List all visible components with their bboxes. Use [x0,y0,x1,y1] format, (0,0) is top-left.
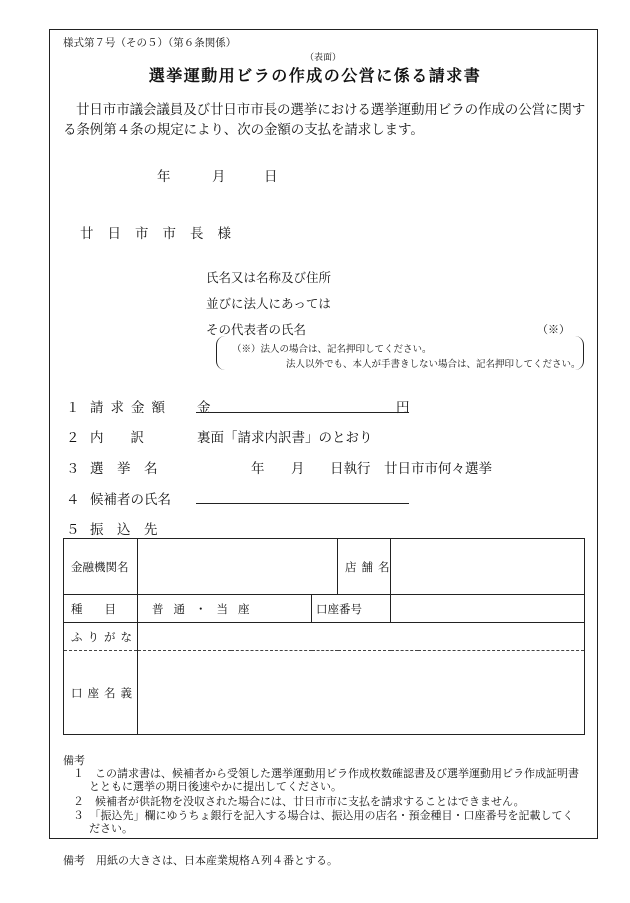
furigana-label: ふりがな [64,623,138,651]
side-label: （表面） [305,53,342,63]
election-year[interactable]: 年 [251,461,265,477]
applicant-line2: 並びに法人にあっては [206,296,331,311]
seal-note-1: （※）法人の場合は、記名押印してください。 [232,344,432,355]
note-3: ３ 「振込先」欄にゆうちょ銀行を記入する場合は、振込用の店名・預金種目・口座番号を記載してください。 [73,809,574,835]
item-4-number: ４ [66,492,80,508]
seal-mark: （※） [537,323,570,336]
election-name[interactable]: 日執行 廿日市市何々選挙 [330,461,492,477]
notes-heading: 備考 [63,754,85,767]
branch-field[interactable] [391,539,585,595]
branch-label: 店舗名 [338,539,391,595]
election-month[interactable]: 月 [291,461,305,477]
item-1-number: １ [66,400,80,416]
bank-transfer-table [63,538,585,735]
date-month[interactable]: 月 [212,169,226,185]
account-number-label: 口座番号 [312,595,391,623]
account-holder-label: 口座名義 [64,651,138,735]
account-number-field[interactable] [391,595,585,623]
item-3-number: ３ [66,461,80,477]
amount-suffix: 円 [396,400,410,416]
type-value[interactable]: 普通・当座 [138,595,312,623]
document-title: 選挙運動用ビラの作成の公営に係る請求書 [148,66,482,85]
item-5-label: 振 込 先 [90,522,158,538]
paper-size-note: 備考 用紙の大きさは、日本産業規格Ａ列４番とする。 [63,854,338,867]
date-day[interactable]: 日 [264,169,278,185]
type-label: 種目 [64,595,138,623]
note-1: １ この請求書は、候補者から受領した選挙運動用ビラ作成枚数確認書及び選挙運動用ビラ作成証明書とともに選挙の期日後速やかに提出してください。 [73,767,579,793]
item-5-number: ５ [66,522,80,538]
item-3-label: 選 挙 名 [90,461,158,477]
note-2: ２ 候補者が供託物を没収された場合には、廿日市市に支払を請求することはできません。 [73,795,525,808]
item-4-label: 候補者の氏名 [90,492,171,508]
item-1-label: 請求金額 [90,400,172,416]
institution-field[interactable] [138,539,338,595]
amount-field[interactable] [196,412,409,413]
candidate-name-field[interactable] [196,503,409,504]
amount-prefix: 金 [197,400,211,416]
furigana-field[interactable] [138,623,585,651]
applicant-line1: 氏名又は名称及び住所 [206,270,332,285]
item-2-label: 内 訳 [90,430,144,446]
form-number: 様式第７号（その５）（第６条関係） [63,37,237,49]
institution-label: 金融機関名 [64,539,138,595]
item-2-number: ２ [66,430,80,446]
seal-note-2: 法人以外でも、本人が手書きしない場合は、記名押印してください。 [286,359,581,370]
addressee: 廿日市市長様 [80,226,245,242]
intro-paragraph: 廿日市市議会議員及び廿日市市長の選挙における選挙運動用ビラの作成の公営に関する条例第４条の規定により、次の金額の支払を請求します。 [63,102,586,138]
breakdown-value: 裏面「請求内訳書」のとおり [197,430,373,446]
account-holder-field[interactable] [138,651,585,735]
applicant-line3[interactable]: その代表者の氏名 [206,322,307,337]
date-year[interactable]: 年 [157,169,171,185]
